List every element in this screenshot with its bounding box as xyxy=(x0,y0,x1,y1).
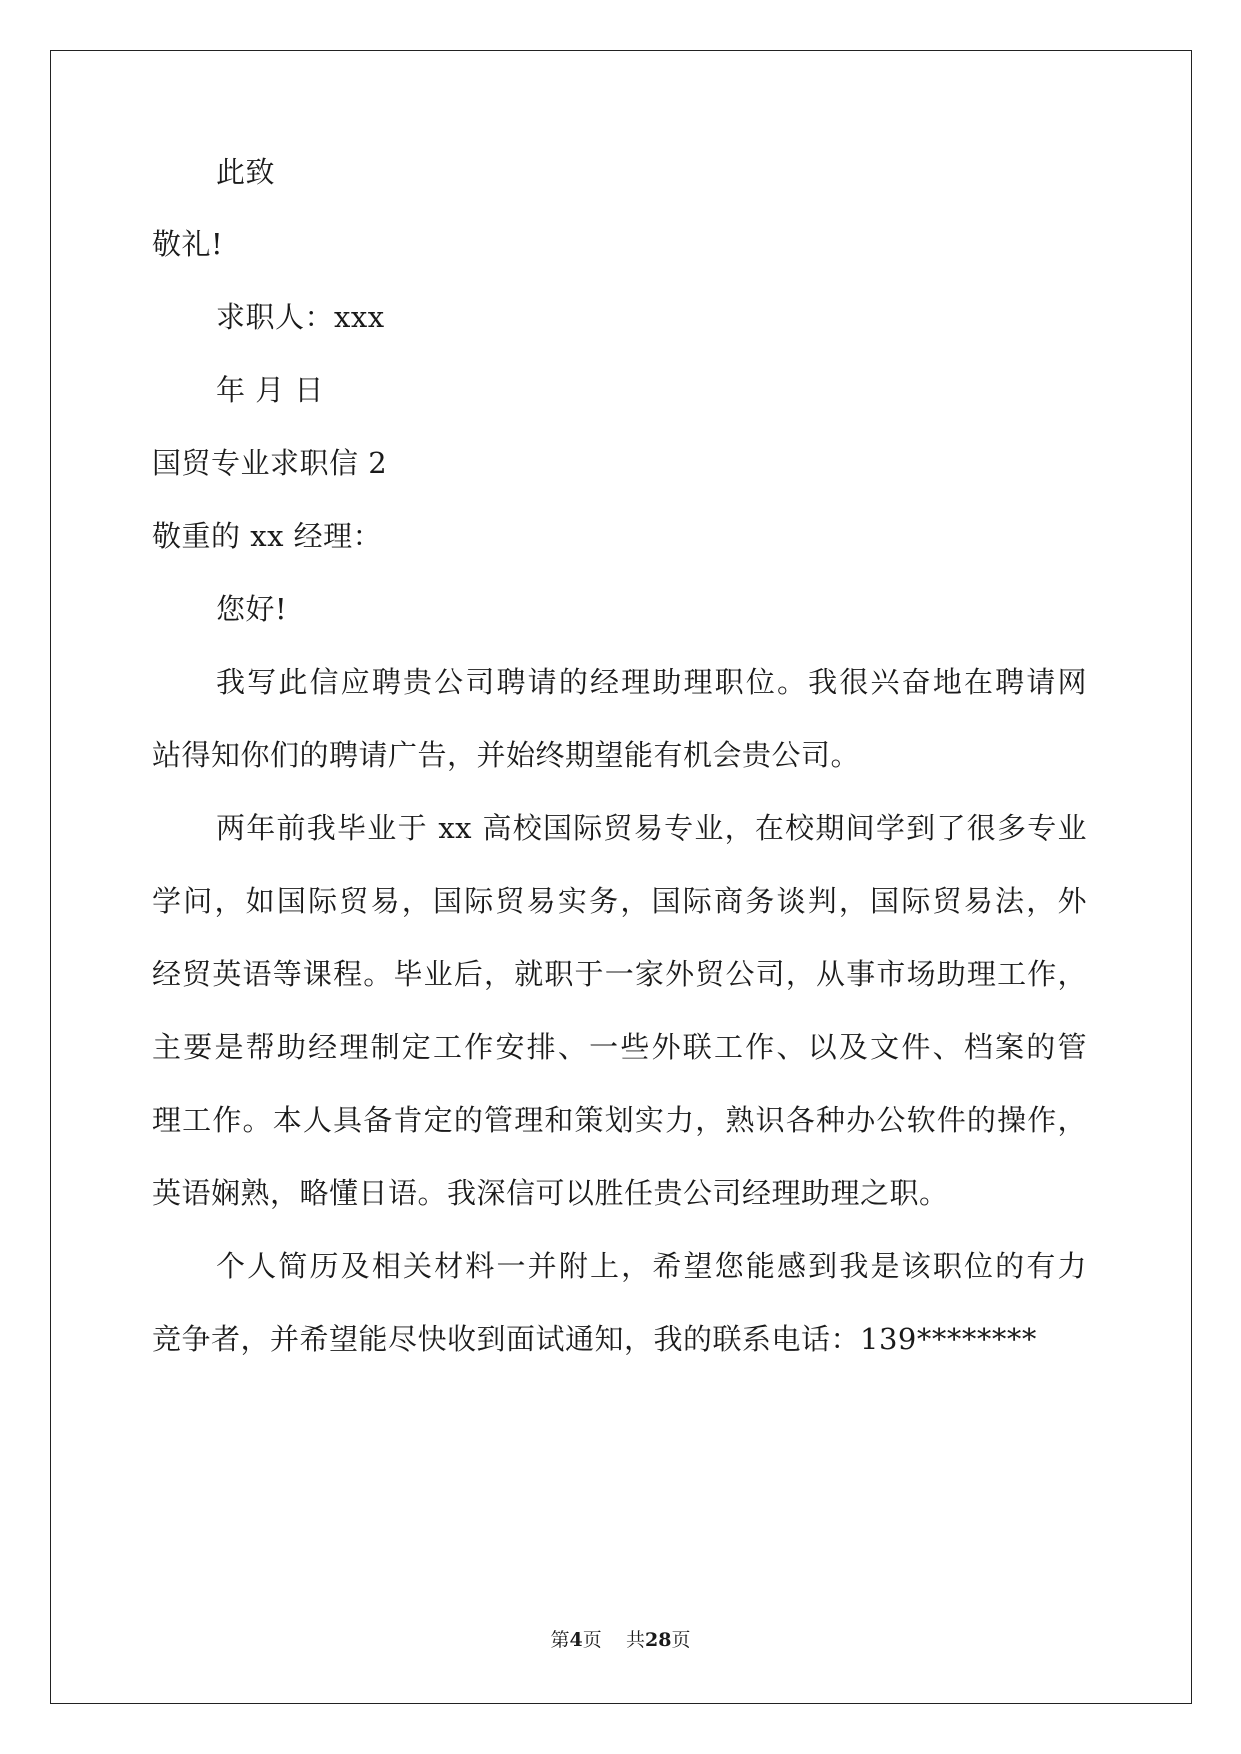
paragraph-line: 竞争者，并希望能尽快收到面试通知，我的联系电话：139******** xyxy=(152,1322,1037,1356)
paragraph-line: 两年前我毕业于 xx 高校国际贸易专业，在校期间学到了很多专业 xyxy=(216,811,1087,845)
date-line: 年 月 日 xyxy=(216,373,324,407)
footer-total-prefix: 共 xyxy=(625,1629,645,1651)
paragraph-line: 理工作。本人具备肯定的管理和策划实力，熟识各种办公软件的操作， xyxy=(152,1103,1087,1137)
letter-title: 国贸专业求职信 2 xyxy=(152,446,388,480)
paragraph-line: 站得知你们的聘请广告，并始终期望能有机会贵公司。 xyxy=(152,738,861,772)
signature: 求职人：xxx xyxy=(216,300,385,334)
paragraph-line: 我写此信应聘贵公司聘请的经理助理职位。我很兴奋地在聘请网 xyxy=(216,665,1087,699)
page-footer xyxy=(0,1628,1241,1652)
paragraph-line: 经贸英语等课程。毕业后，就职于一家外贸公司，从事市场助理工作， xyxy=(152,957,1087,991)
paragraph-line: 学问，如国际贸易，国际贸易实务，国际商务谈判，国际贸易法，外 xyxy=(152,884,1087,918)
footer-total-suffix: 页 xyxy=(671,1629,691,1651)
footer-page-suffix: 页 xyxy=(582,1629,602,1651)
closing-respect: 敬礼! xyxy=(152,227,224,261)
paragraph-line: 英语娴熟，略懂日语。我深信可以胜任贵公司经理助理之职。 xyxy=(152,1176,949,1210)
paragraph-line: 主要是帮助经理制定工作安排、一些外联工作、以及文件、档案的管 xyxy=(152,1030,1087,1064)
total-page-count: 28 xyxy=(644,1629,672,1651)
letter-greeting: 敬重的 xx 经理： xyxy=(152,519,383,553)
closing-salutation: 此致 xyxy=(216,155,276,189)
footer-prefix: 第 xyxy=(550,1629,570,1651)
paragraph-line: 个人简历及相关材料一并附上，希望您能感到我是该职位的有力 xyxy=(216,1249,1087,1283)
letter-hello: 您好! xyxy=(216,592,288,626)
current-page-number: 4 xyxy=(569,1629,583,1651)
